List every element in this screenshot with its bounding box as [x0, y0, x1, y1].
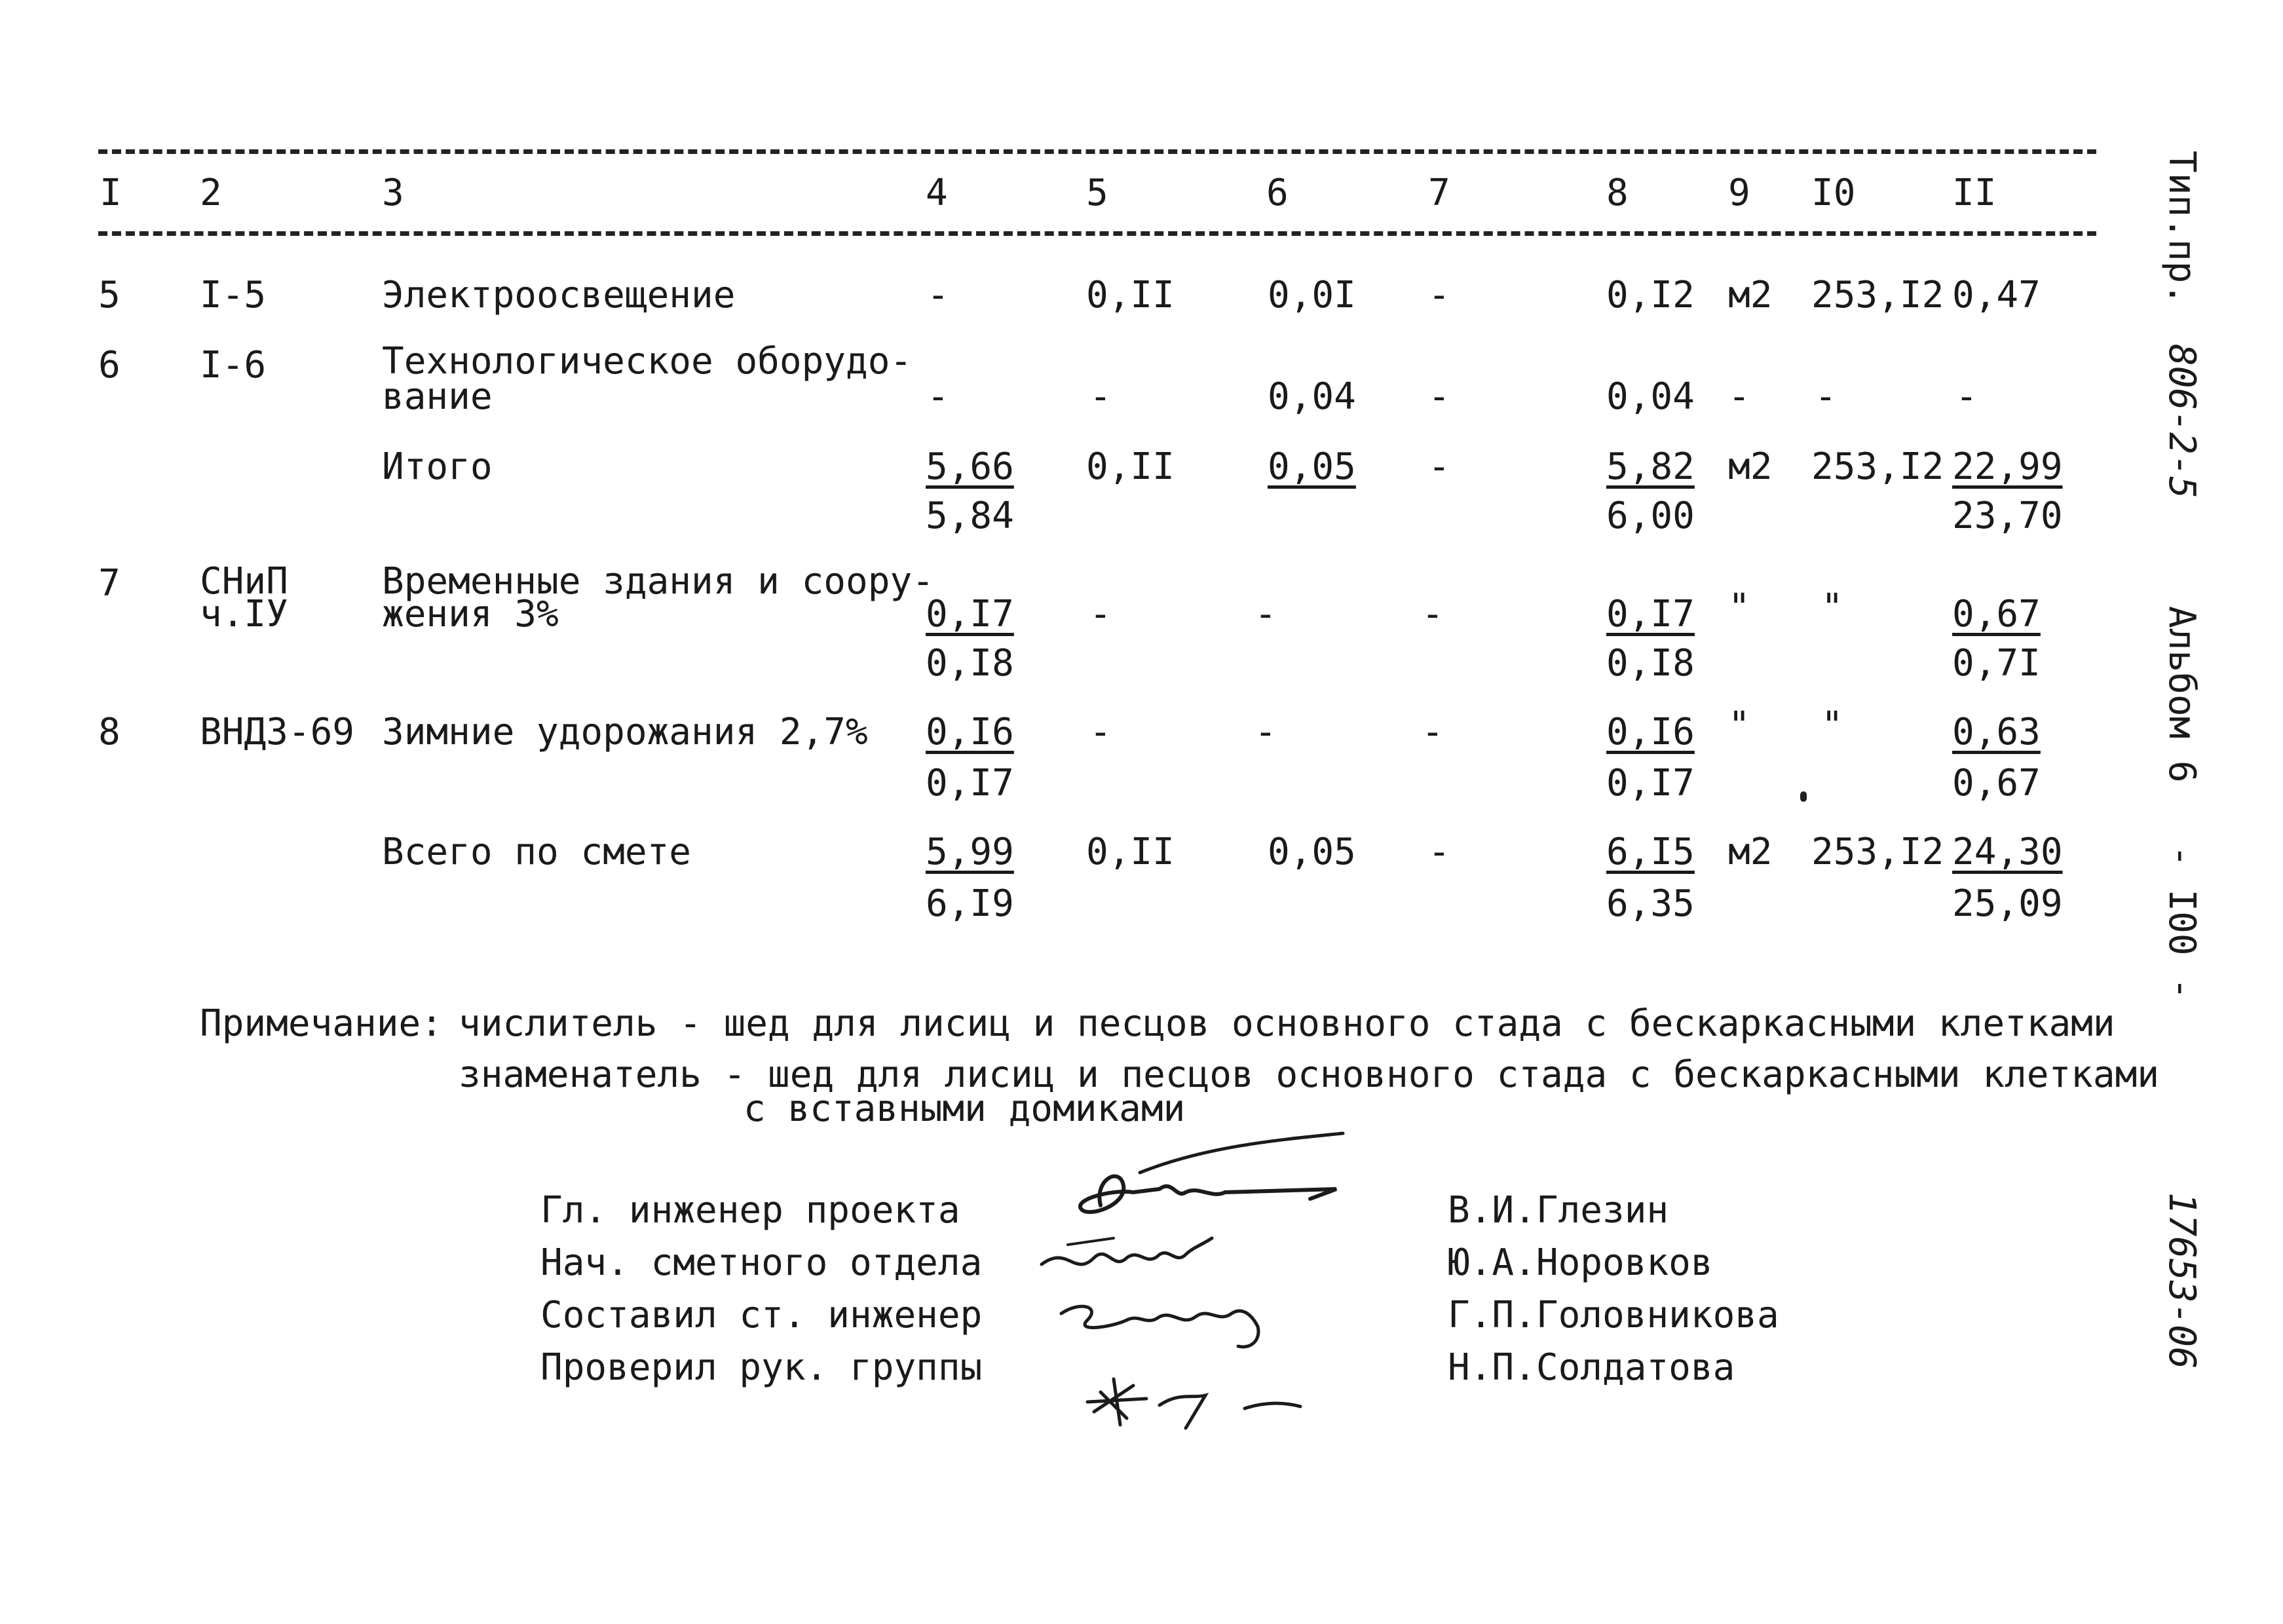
cell-4-denominator: 5,84 — [926, 495, 1014, 537]
row-number: 8 — [98, 711, 121, 753]
row-number: 7 — [98, 562, 121, 605]
ink-dot — [1800, 791, 1807, 802]
signer-name: Ю.А.Норовков — [1448, 1241, 1713, 1284]
inventory-number: 17653-06 — [2160, 1192, 2203, 1369]
cell-5: - — [1089, 593, 1112, 635]
row-name: Электроосвещение — [382, 274, 736, 316]
cell-7: - — [1428, 274, 1450, 316]
cell-11-denominator: 0,67 — [1952, 762, 2041, 804]
cell-10: 253,I2 — [1811, 831, 1944, 873]
cell-4-denominator: 0,I8 — [926, 642, 1014, 685]
col-header-2: 2 — [200, 172, 222, 214]
cell-11-numerator: 22,99 — [1952, 445, 2063, 488]
row-name-line2: вание — [382, 375, 493, 418]
cell-11-denominator: 25,09 — [1952, 882, 2063, 925]
signer-name: В.И.Глезин — [1448, 1189, 1669, 1232]
signer-name: Г.П.Головникова — [1448, 1294, 1779, 1336]
row-number: 5 — [98, 274, 121, 316]
cell-5: - — [1089, 375, 1112, 418]
cell-10: " — [1821, 704, 1843, 747]
signer-role: Составил ст. инженер — [540, 1294, 983, 1336]
cell-4-numerator: 0,I6 — [926, 711, 1014, 753]
cell-4-denominator: 0,I7 — [926, 762, 1014, 804]
cell-6: 0,05 — [1268, 831, 1356, 873]
cell-8-denominator: 0,I7 — [1606, 762, 1695, 804]
cell-6: 0,0I — [1268, 274, 1356, 316]
cell-4-numerator: 5,66 — [926, 445, 1014, 488]
col-header-6: 6 — [1266, 172, 1289, 214]
col-header-10: I0 — [1811, 172, 1856, 214]
cell-10: 253,I2 — [1811, 445, 1944, 488]
cell-8: 0,I2 — [1606, 274, 1695, 316]
cell-4-numerator: 0,I7 — [926, 593, 1014, 635]
cell-7: - — [1422, 711, 1444, 753]
cell-8-numerator: 0,I6 — [1606, 711, 1695, 753]
cell-6: - — [1255, 593, 1277, 635]
row-code: I-5 — [200, 274, 267, 316]
cell-6: 0,05 — [1268, 445, 1356, 488]
note-label: Примечание: — [200, 1002, 443, 1045]
cell-11: 0,47 — [1952, 274, 2041, 316]
row-number: 6 — [98, 344, 121, 387]
row-code-line2: ч.IУ — [200, 593, 288, 635]
cell-11-numerator: 24,30 — [1952, 831, 2063, 873]
cell-9: - — [1728, 375, 1750, 418]
cell-10: 253,I2 — [1811, 274, 1944, 316]
header-bottom-rule — [98, 231, 2096, 236]
cell-6: 0,04 — [1268, 375, 1356, 418]
row-name: Итого — [382, 445, 493, 488]
cell-6: - — [1255, 711, 1277, 753]
cell-11-denominator: 23,70 — [1952, 495, 2063, 537]
cell-8-numerator: 6,I5 — [1606, 831, 1695, 873]
cell-10: " — [1821, 586, 1843, 629]
cell-5: 0,II — [1086, 831, 1175, 873]
signer-name: Н.П.Солдатова — [1448, 1346, 1735, 1389]
cell-9: м2 — [1728, 274, 1773, 316]
cell-5: 0,II — [1086, 445, 1175, 488]
cell-4-denominator: 6,I9 — [926, 882, 1014, 925]
cell-9: " — [1728, 586, 1750, 629]
project-code: 806-2-5 — [2160, 344, 2203, 499]
cell-9: м2 — [1728, 831, 1773, 873]
col-header-8: 8 — [1606, 172, 1629, 214]
cell-4: - — [927, 375, 949, 418]
cell-7: - — [1428, 831, 1450, 873]
row-name-line1: Временные здания и соору- — [382, 560, 934, 603]
row-name: Всего по смете — [382, 831, 692, 873]
cell-10: - — [1815, 375, 1837, 418]
col-header-4: 4 — [926, 172, 948, 214]
album-label: Альбом 6 — [2160, 606, 2203, 783]
cell-11-numerator: 0,67 — [1952, 593, 2041, 635]
cell-4-numerator: 5,99 — [926, 831, 1014, 873]
col-header-11: II — [1952, 172, 1997, 214]
cell-8-denominator: 0,I8 — [1606, 642, 1695, 685]
row-code: I-6 — [200, 344, 267, 387]
cell-8-numerator: 0,I7 — [1606, 593, 1695, 635]
row-code-line1: СНиП — [200, 560, 288, 603]
cell-11: - — [1955, 375, 1978, 418]
cell-11-denominator: 0,7I — [1952, 642, 2041, 685]
cell-7: - — [1428, 445, 1450, 488]
signature-scribble-4 — [1074, 1366, 1323, 1438]
col-header-7: 7 — [1428, 172, 1450, 214]
cell-9: " — [1728, 704, 1750, 747]
cell-5: 0,II — [1086, 274, 1175, 316]
note-line-1: числитель - шед для лисиц и песцов основного стада с бескаркасными клетками — [459, 1002, 2115, 1045]
signer-role: Проверил рук. группы — [540, 1346, 983, 1389]
cell-8-denominator: 6,00 — [1606, 495, 1695, 537]
page-number: - I00 - — [2160, 845, 2203, 1000]
cell-8-denominator: 6,35 — [1606, 882, 1695, 925]
row-name-line2: жения 3% — [382, 593, 559, 635]
note-line-3: с вставными домиками — [744, 1087, 1186, 1130]
col-header-5: 5 — [1086, 172, 1108, 214]
cell-9: м2 — [1728, 445, 1773, 488]
series-label: Тип.пр. — [2160, 151, 2203, 306]
signer-role: Гл. инженер проекта — [540, 1189, 960, 1232]
cell-8-numerator: 5,82 — [1606, 445, 1695, 488]
signer-role: Нач. сметного отдела — [540, 1241, 983, 1284]
cell-5: - — [1089, 711, 1112, 753]
cell-4: - — [927, 274, 949, 316]
col-header-1: I — [100, 172, 122, 214]
cell-8: 0,04 — [1606, 375, 1695, 418]
cell-7: - — [1428, 375, 1450, 418]
note-line-2: знаменатель - шед для лисиц и песцов основного стада с бескаркасными клетками — [459, 1053, 2160, 1096]
row-code: ВНДЗ-69 — [200, 711, 355, 753]
col-header-9: 9 — [1728, 172, 1750, 214]
cell-7: - — [1422, 593, 1444, 635]
col-header-3: 3 — [382, 172, 404, 214]
signature-scribble-3 — [1042, 1274, 1304, 1359]
cell-11-numerator: 0,63 — [1952, 711, 2041, 753]
row-name: Зимние удорожания 2,7% — [382, 711, 868, 753]
header-top-rule — [98, 149, 2096, 154]
row-name-line1: Технологическое оборудо- — [382, 340, 913, 383]
